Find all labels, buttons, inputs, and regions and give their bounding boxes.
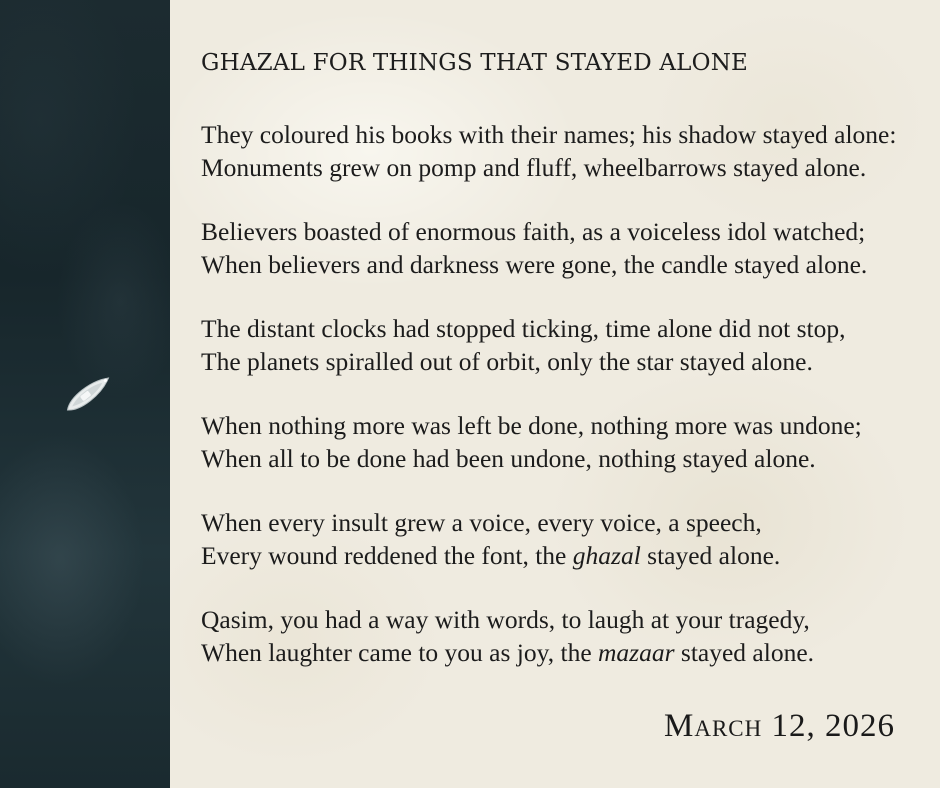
stanza [201,118,931,184]
poem-line [201,539,931,572]
line-text: Every wound reddened the font, the [201,541,573,570]
water-photo-panel [0,0,170,788]
line-text: When laughter came to you as joy, the [201,638,599,667]
line-text: stayed alone. [674,638,815,667]
boat-icon [58,368,118,420]
poem-line: When every insult grew a voice, every voice, a speech, [201,508,762,537]
poem-line: The distant clocks had stopped ticking, time alone did not stop, [201,314,846,343]
poem-date: March 12, 2026 [664,708,895,744]
poem-line: The planets spiralled out of orbit, only the star stayed alone. [201,347,813,376]
poem-line: They coloured his books with their names; his shadow stayed alone: [201,120,897,149]
poem-line: When all to be done had been undone, nothing stayed alone. [201,444,816,473]
poem-line: Believers boasted of enormous faith, as a voiceless idol watched; [201,217,866,246]
poem-title: GHAZAL FOR THINGS THAT STAYED ALONE [201,50,749,76]
stanza [201,506,931,572]
italic-word: ghazal [572,541,641,570]
poem-line [201,636,931,669]
poem-body [201,118,931,700]
italic-word: mazaar [598,638,675,667]
stanza [201,603,931,669]
poem-line: When nothing more was left be done, nothing more was undone; [201,411,862,440]
paper-sheet [170,0,940,788]
line-text: stayed alone. [640,541,781,570]
poem-line: Monuments grew on pomp and fluff, wheelbarrows stayed alone. [201,153,867,182]
stanza [201,409,931,475]
stanza [201,215,931,281]
stanza [201,312,931,378]
poem-line: When believers and darkness were gone, the candle stayed alone. [201,250,868,279]
poem-line: Qasim, you had a way with words, to laugh at your tragedy, [201,605,810,634]
